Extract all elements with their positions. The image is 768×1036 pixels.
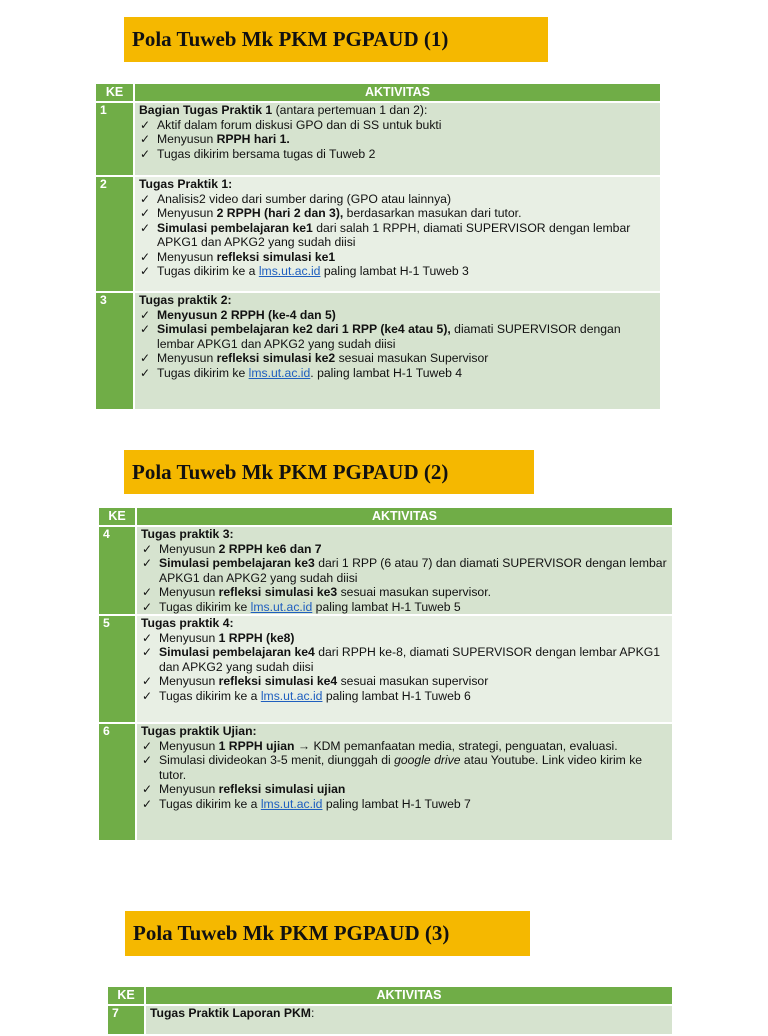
column-header-ke: KE xyxy=(96,84,134,102)
checkmark-icon: ✓ xyxy=(142,556,153,570)
checkmark-icon: ✓ xyxy=(142,753,153,767)
item-text: paling lambat H-1 Tuweb 6 xyxy=(322,688,471,703)
list-item xyxy=(141,645,668,674)
row-activity xyxy=(145,1005,672,1035)
row-heading xyxy=(139,293,656,308)
item-text: Menyusun xyxy=(157,206,217,220)
item-text: Menyusun xyxy=(159,674,219,688)
row-heading xyxy=(141,616,668,631)
list-item xyxy=(139,308,656,323)
item-text: Tugas dikirim ke a xyxy=(159,688,261,703)
checkmark-icon: ✓ xyxy=(140,132,151,146)
row-heading xyxy=(139,177,656,192)
row-heading-title: Tugas praktik 4: xyxy=(141,616,234,630)
list-item xyxy=(141,782,668,797)
list-item xyxy=(141,739,668,754)
lms-link[interactable]: lms.ut.ac.id xyxy=(260,796,323,811)
checklist xyxy=(141,542,668,615)
list-item xyxy=(141,689,668,704)
item-text: diamati SUPERVISOR dengan lembar APKG1 dan APKG2 yang sudah diisi xyxy=(157,322,621,351)
item-text: sesuai masukan supervisor. xyxy=(337,585,491,599)
item-text: Menyusun xyxy=(159,782,219,796)
list-item xyxy=(141,631,668,646)
list-item xyxy=(141,753,668,782)
list-item xyxy=(139,250,656,265)
checkmark-icon: ✓ xyxy=(142,782,153,796)
list-item xyxy=(141,585,668,600)
item-text: Tugas dikirim ke a xyxy=(157,264,259,278)
item-text: paling lambat H-1 Tuweb 3 xyxy=(320,264,469,278)
item-text: berdasarkan masukan dari tutor. xyxy=(343,206,522,220)
list-item xyxy=(139,366,656,381)
checklist xyxy=(139,118,656,162)
lms-link[interactable]: lms.ut.ac.id xyxy=(250,599,313,614)
list-item xyxy=(141,556,668,585)
checkmark-icon: ✓ xyxy=(142,674,153,688)
item-text: sesuai masukan Supervisor xyxy=(335,351,489,365)
column-header-aktivitas: AKTIVITAS xyxy=(134,84,660,102)
table-row xyxy=(99,526,672,615)
item-text-bold: 1 RPPH (ke8) xyxy=(218,630,295,645)
row-number: 6 xyxy=(99,723,136,841)
lms-link[interactable]: lms.ut.ac.id xyxy=(248,365,311,380)
checkmark-icon: ✓ xyxy=(142,585,153,599)
list-item xyxy=(139,132,656,147)
column-header-ke: KE xyxy=(99,508,136,526)
row-heading-title: Bagian Tugas Praktik 1 xyxy=(139,103,273,117)
checkmark-icon: ✓ xyxy=(140,307,151,322)
row-heading xyxy=(139,103,656,118)
item-text: Simulasi divideokan 3-5 menit, diunggah di xyxy=(159,753,395,767)
checkmark-icon: ✓ xyxy=(140,249,151,264)
row-activity xyxy=(134,292,660,410)
row-number: 2 xyxy=(96,176,134,292)
item-text: dari salah 1 RPPH, diamati SUPERVISOR dengan lembar APKG1 dan APKG2 yang sudah diisi xyxy=(157,220,631,249)
list-item xyxy=(139,147,656,162)
checkmark-icon: ✓ xyxy=(140,264,151,278)
row-heading-title: Tugas Praktik 1: xyxy=(139,177,233,191)
checklist xyxy=(139,308,656,381)
list-item xyxy=(139,264,656,279)
item-text-bold: refleksi simulasi ke2 xyxy=(216,351,336,365)
table-row xyxy=(96,176,660,292)
row-activity xyxy=(136,615,672,723)
lms-link[interactable]: lms.ut.ac.id xyxy=(258,264,321,278)
item-text-bold: refleksi simulasi ujian xyxy=(218,782,346,796)
row-activity xyxy=(134,176,660,292)
checklist xyxy=(141,631,668,704)
list-item xyxy=(139,192,656,207)
item-text-bold: Simulasi pembelajaran ke4 xyxy=(159,645,315,659)
lms-link[interactable]: lms.ut.ac.id xyxy=(260,688,323,703)
item-text: paling lambat H-1 Tuweb 7 xyxy=(322,796,471,811)
item-text: Menyusun xyxy=(159,585,219,599)
item-text: paling lambat H-1 Tuweb 5 xyxy=(312,599,461,614)
checkmark-icon: ✓ xyxy=(142,645,153,659)
list-item xyxy=(139,221,656,250)
list-item xyxy=(139,322,656,351)
item-text: Tugas dikirim ke xyxy=(159,599,251,614)
item-text: Tugas dikirim ke a xyxy=(159,796,261,811)
row-number: 7 xyxy=(108,1005,145,1035)
table-row xyxy=(96,102,660,176)
row-number: 1 xyxy=(96,102,134,176)
activity-table xyxy=(96,84,660,411)
checkmark-icon: ✓ xyxy=(140,146,151,161)
row-heading-title: Tugas praktik Ujian: xyxy=(141,724,257,738)
row-activity xyxy=(134,102,660,176)
activity-table xyxy=(108,987,672,1036)
item-text-bold: RPPH hari 1. xyxy=(216,132,290,146)
row-heading-suffix: : xyxy=(310,1006,315,1020)
checklist xyxy=(139,192,656,279)
checkmark-icon: ✓ xyxy=(140,206,151,220)
slide-title: Pola Tuweb Mk PKM PGPAUD (1) xyxy=(124,17,548,62)
column-header-aktivitas: AKTIVITAS xyxy=(136,508,672,526)
checkmark-icon: ✓ xyxy=(140,322,151,336)
item-text: dari 1 RPP (6 atau 7) dan diamati SUPERVISOR dengan lembar APKG1 dan APKG2 yang sudah diisi xyxy=(159,556,667,585)
item-text-bold: 1 RPPH ujian xyxy=(218,738,295,753)
list-item xyxy=(141,674,668,689)
column-header-aktivitas: AKTIVITAS xyxy=(145,987,672,1005)
checklist xyxy=(141,739,668,812)
row-heading-title: Tugas Praktik Laporan PKM xyxy=(150,1006,311,1020)
checkmark-icon: ✓ xyxy=(140,220,151,235)
item-text: Menyusun xyxy=(157,351,217,365)
checkmark-icon: ✓ xyxy=(142,541,153,556)
item-text: Menyusun xyxy=(157,132,217,146)
checkmark-icon: ✓ xyxy=(140,191,151,206)
item-text: atau Youtube. Link video kirim ke tutor. xyxy=(159,753,643,782)
row-heading xyxy=(150,1006,668,1021)
item-text-bold: Simulasi pembelajaran ke3 xyxy=(159,556,315,570)
item-text-italic: google drive xyxy=(394,753,461,767)
item-text-bold: 2 RPPH (hari 2 dan 3), xyxy=(216,206,344,220)
row-activity xyxy=(136,723,672,841)
row-heading-suffix: (antara pertemuan 1 dan 2): xyxy=(272,103,428,117)
list-item xyxy=(139,118,656,133)
row-heading xyxy=(141,527,668,542)
item-text: . paling lambat H-1 Tuweb 4 xyxy=(310,365,463,380)
item-text: Menyusun xyxy=(159,630,219,645)
list-item xyxy=(141,797,668,812)
slide-title: Pola Tuweb Mk PKM PGPAUD (2) xyxy=(124,450,534,494)
item-text: Tugas dikirim bersama tugas di Tuweb 2 xyxy=(157,146,376,161)
row-heading xyxy=(141,724,668,739)
item-text-bold: Simulasi pembelajaran ke2 dari 1 RPP (ke4 atau 5), xyxy=(157,322,451,336)
item-text: Tugas dikirim ke xyxy=(157,365,249,380)
row-heading-title: Tugas praktik 2: xyxy=(139,293,232,307)
item-text: Menyusun xyxy=(157,249,217,264)
item-text: Menyusun xyxy=(159,541,219,556)
item-text: dari RPPH ke-8, diamati SUPERVISOR dengan lembar APKG1 dan APKG2 yang sudah diisi xyxy=(159,645,661,674)
checkmark-icon: ✓ xyxy=(142,738,153,753)
item-text: → KDM pemanfaatan media, strategi, penguatan, evaluasi. xyxy=(294,738,618,753)
item-text-bold: Menyusun 2 RPPH (ke-4 dan 5) xyxy=(157,307,336,322)
row-number: 5 xyxy=(99,615,136,723)
item-text: Analisis2 video dari sumber daring (GPO atau lainnya) xyxy=(157,191,451,206)
checkmark-icon: ✓ xyxy=(142,796,153,811)
list-item xyxy=(141,600,668,615)
list-item xyxy=(139,206,656,221)
row-activity xyxy=(136,526,672,615)
row-number: 4 xyxy=(99,526,136,615)
list-item xyxy=(141,542,668,557)
checkmark-icon: ✓ xyxy=(142,630,153,645)
item-text-bold: 2 RPPH ke6 dan 7 xyxy=(218,541,322,556)
item-text-bold: refleksi simulasi ke3 xyxy=(218,585,338,599)
table-row xyxy=(99,615,672,723)
checkmark-icon: ✓ xyxy=(142,688,153,703)
item-text-bold: refleksi simulasi ke1 xyxy=(216,249,336,264)
row-heading-title: Tugas praktik 3: xyxy=(141,527,234,541)
checkmark-icon: ✓ xyxy=(140,117,151,132)
item-text: sesuai masukan supervisor xyxy=(337,674,489,688)
table-row xyxy=(96,292,660,410)
checkmark-icon: ✓ xyxy=(140,365,151,380)
table-row xyxy=(99,723,672,841)
item-text: Aktif dalam forum diskusi GPO dan di SS untuk bukti xyxy=(157,117,442,132)
column-header-ke: KE xyxy=(108,987,145,1005)
slide-title: Pola Tuweb Mk PKM PGPAUD (3) xyxy=(125,911,530,956)
row-number: 3 xyxy=(96,292,134,410)
table-row xyxy=(108,1005,672,1035)
checkmark-icon: ✓ xyxy=(142,599,153,614)
item-text-bold: refleksi simulasi ke4 xyxy=(218,674,338,688)
activity-table xyxy=(99,508,672,842)
item-text: Menyusun xyxy=(159,738,219,753)
item-text-bold: Simulasi pembelajaran ke1 xyxy=(157,220,313,235)
list-item xyxy=(139,351,656,366)
checkmark-icon: ✓ xyxy=(140,351,151,365)
